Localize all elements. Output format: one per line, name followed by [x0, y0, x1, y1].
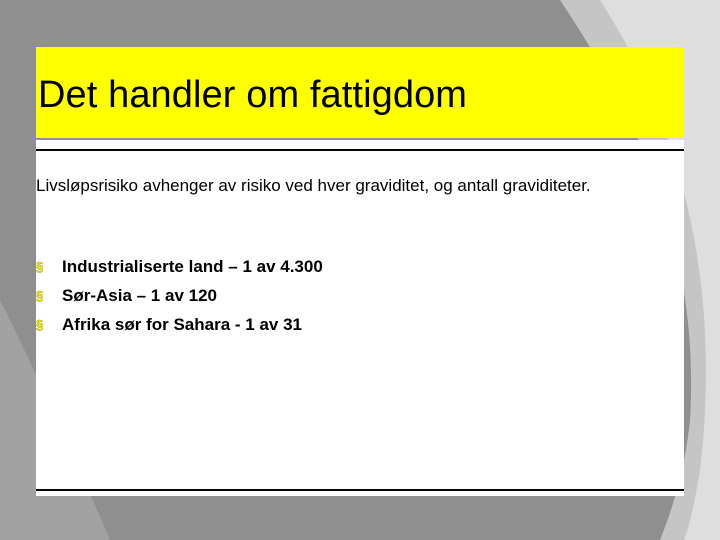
slide-title: Det handler om fattigdom: [38, 74, 468, 116]
list-item: [36, 310, 323, 339]
bottom-divider: [36, 489, 684, 491]
bullet-text: Industrialiserte land – 1 av 4.300: [62, 257, 323, 276]
bullet-list: [36, 252, 323, 339]
bullet-marker-icon: §: [36, 317, 44, 332]
list-item: [36, 252, 323, 281]
bullet-marker-icon: §: [36, 288, 44, 303]
bullet-text: Afrika sør for Sahara - 1 av 31: [62, 315, 303, 334]
bullet-marker-icon: §: [36, 259, 44, 274]
top-divider: [36, 149, 684, 151]
bullet-text: Sør-Asia – 1 av 120: [62, 286, 217, 305]
intro-text: Livsløpsrisiko avhenger av risiko ved hver graviditet, og antall graviditeter.: [36, 176, 591, 195]
list-item: [36, 281, 323, 310]
